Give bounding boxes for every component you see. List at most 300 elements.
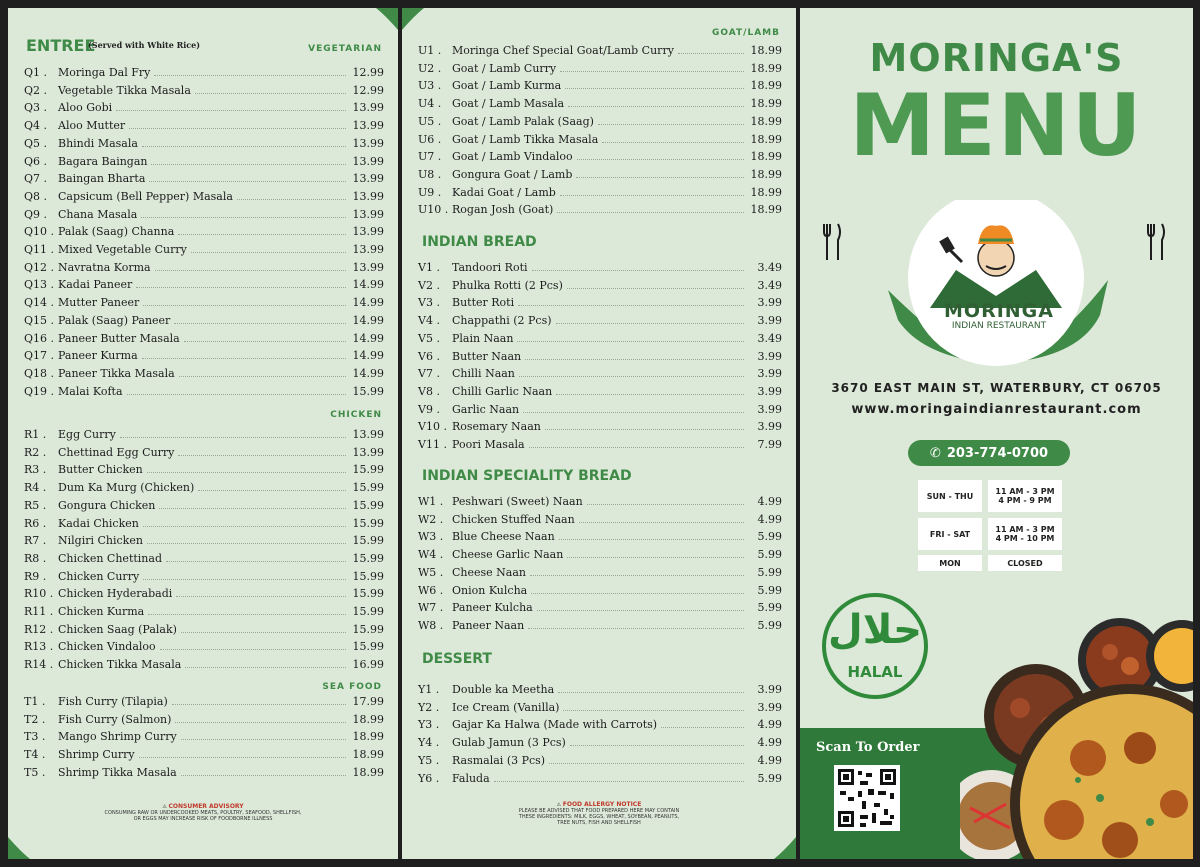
item-name: Paneer Kulcha xyxy=(452,601,533,615)
fork-knife-icon xyxy=(1146,222,1168,262)
item-price: 3.49 xyxy=(757,278,782,292)
menu-item-row xyxy=(24,637,384,653)
item-code: T3 . xyxy=(24,730,46,744)
dot-leader xyxy=(577,159,744,160)
item-price: 15.99 xyxy=(352,622,384,636)
item-price: 18.99 xyxy=(352,730,384,744)
item-code: W5 . xyxy=(418,565,444,579)
item-name: Poori Masala xyxy=(452,438,525,451)
dot-leader xyxy=(139,757,346,758)
menu-item-row xyxy=(418,59,782,75)
item-name: Shrimp Tikka Masala xyxy=(58,765,177,779)
item-name: Gongura Goat / Lamb xyxy=(452,167,573,181)
menu-item-row xyxy=(418,598,782,614)
item-code: Y1 . xyxy=(418,683,440,696)
item-price: 5.99 xyxy=(757,530,782,544)
item-price: 4.99 xyxy=(757,718,782,732)
item-price: 15.99 xyxy=(352,640,384,654)
item-name: Chicken Stuffed Naan xyxy=(452,512,575,526)
item-price: 13.99 xyxy=(352,172,384,186)
dot-leader xyxy=(175,722,346,723)
menu-item-row xyxy=(418,417,782,433)
corner-leaf-icon xyxy=(376,8,398,30)
dot-leader xyxy=(185,667,346,668)
item-code: Q17 . xyxy=(24,349,55,363)
item-name: Fish Curry (Tilapia) xyxy=(58,695,168,708)
item-name: Butter Naan xyxy=(452,349,522,363)
item-code: V2 . xyxy=(418,278,440,292)
item-price: 5.99 xyxy=(757,565,782,579)
item-price: 7.99 xyxy=(757,438,782,451)
item-name: Paneer Kurma xyxy=(58,349,138,363)
dot-leader xyxy=(184,341,346,342)
qr-code[interactable] xyxy=(834,765,900,831)
item-code: Q4 . xyxy=(24,119,48,133)
item-code: V7 . xyxy=(418,367,440,381)
menu-item-row xyxy=(418,680,782,696)
item-name: Double ka Meetha xyxy=(452,683,555,696)
item-price: 14.99 xyxy=(352,349,384,363)
dot-leader xyxy=(530,575,744,576)
menu-item-row xyxy=(418,769,782,785)
item-code: R9 . xyxy=(24,569,47,583)
menu-item-row xyxy=(24,293,384,309)
menu-item-row xyxy=(24,311,384,327)
hours-closed: CLOSED xyxy=(988,555,1062,571)
menu-item-row xyxy=(24,460,384,476)
item-name: Chappathi (2 Pcs) xyxy=(452,314,552,328)
dot-leader xyxy=(529,447,744,448)
item-name: Capsicum (Bell Pepper) Masala xyxy=(58,189,233,203)
dot-leader xyxy=(166,561,346,562)
item-price: 13.99 xyxy=(352,243,384,256)
item-code: V9 . xyxy=(418,402,440,416)
hours-days: SUN - THU xyxy=(918,480,982,512)
halal-badge xyxy=(822,593,928,699)
allergy-line: TREE NUTS, FISH AND SHELLFISH xyxy=(557,820,641,826)
item-code: Y4 . xyxy=(418,736,440,750)
dot-leader xyxy=(579,522,744,523)
dot-leader xyxy=(558,692,744,693)
item-name: Ice Cream (Vanilla) xyxy=(452,700,560,714)
menu-item-row xyxy=(24,134,384,150)
item-price: 3.49 xyxy=(757,331,782,345)
menu-item-row xyxy=(418,258,782,274)
item-price: 13.99 xyxy=(352,260,384,274)
menu-item-row xyxy=(418,510,782,526)
speciality-bread-title: INDIAN SPECIALITY BREAD xyxy=(422,468,632,484)
item-code: U2 . xyxy=(418,61,442,75)
corner-leaf-icon xyxy=(402,8,424,30)
item-name: Malai Kofta xyxy=(58,384,123,398)
dot-leader xyxy=(174,323,346,324)
dot-leader xyxy=(576,177,744,178)
entree-title: ENTREE xyxy=(26,36,96,55)
dot-leader xyxy=(154,75,346,76)
item-price: 14.99 xyxy=(352,313,384,327)
warning-icon: ⚠ xyxy=(556,802,562,808)
item-code: U7 . xyxy=(418,150,442,164)
menu-item-row xyxy=(24,425,384,441)
menu-item-row xyxy=(24,382,384,398)
item-code: U6 . xyxy=(418,132,442,146)
menu-item-row xyxy=(24,81,384,97)
item-name: Navratna Korma xyxy=(58,260,151,274)
item-name: Rogan Josh (Goat) xyxy=(452,203,554,217)
item-price: 18.99 xyxy=(750,61,782,75)
food-illustration xyxy=(960,608,1193,859)
hours-time: 11 AM - 3 PM 4 PM - 9 PM xyxy=(988,480,1062,512)
item-name: Chicken Saag (Palak) xyxy=(58,622,177,636)
item-code: V1 . xyxy=(418,261,440,274)
item-price: 18.99 xyxy=(750,203,782,217)
item-name: Goat / Lamb Vindaloo xyxy=(452,150,573,164)
item-name: Nilgiri Chicken xyxy=(58,534,143,548)
item-price: 15.99 xyxy=(352,463,384,477)
menu-item-row xyxy=(418,165,782,181)
menu-item-row xyxy=(24,710,384,726)
item-name: Chicken Chettinad xyxy=(58,551,162,565)
dot-leader xyxy=(178,455,346,456)
phone-icon: ✆ xyxy=(929,445,941,461)
item-name: Cheese Garlic Naan xyxy=(452,548,564,562)
item-name: Chettinad Egg Curry xyxy=(58,445,175,459)
dot-leader xyxy=(142,358,346,359)
item-price: 13.99 xyxy=(352,154,384,168)
dot-leader xyxy=(559,539,744,540)
menu-item-row xyxy=(418,147,782,163)
item-name: Chicken Kurma xyxy=(58,605,145,618)
menu-item-row xyxy=(418,751,782,767)
scan-to-order-label: Scan To Order xyxy=(816,740,920,755)
dot-leader xyxy=(602,142,744,143)
halal-label: HALAL xyxy=(847,663,903,681)
menu-item-row xyxy=(24,620,384,636)
menu-item-row xyxy=(24,692,384,708)
cover-panel xyxy=(800,8,1193,859)
item-name: Aloo Mutter xyxy=(58,119,126,133)
address: 3670 EAST MAIN ST, WATERBURY, CT 06705 xyxy=(831,381,1162,395)
dot-leader xyxy=(517,341,744,342)
food-allergy-notice xyxy=(492,802,706,826)
menu-item-row xyxy=(418,293,782,309)
menu-item-row xyxy=(24,531,384,547)
item-name: Rasmalai (3 Pcs) xyxy=(452,753,546,767)
dot-leader xyxy=(661,727,744,728)
vegetarian-label: VEGETARIAN xyxy=(308,44,382,54)
item-price: 3.99 xyxy=(757,314,782,328)
item-code: Q19 . xyxy=(24,384,55,398)
menu-item-row xyxy=(418,733,782,749)
dot-leader xyxy=(143,305,346,306)
item-code: Y3 . xyxy=(418,718,440,732)
item-name: Paneer Butter Masala xyxy=(58,331,180,345)
item-name: Blue Cheese Naan xyxy=(452,530,555,544)
menu-item-row xyxy=(24,169,384,185)
item-name: Baingan Bharta xyxy=(58,172,146,186)
dot-leader xyxy=(525,359,744,360)
item-code: Q11 . xyxy=(24,243,55,256)
allergy-line: PLEASE BE ADVISED THAT FOOD PREPARED HERE MAY CONTAIN xyxy=(518,808,680,814)
item-name: Chicken Tikka Masala xyxy=(58,658,182,672)
menu-item-row xyxy=(418,527,782,543)
item-price: 3.99 xyxy=(757,367,782,381)
dot-leader xyxy=(549,763,744,764)
item-name: Goat / Lamb Palak (Saag) xyxy=(452,114,594,128)
dot-leader xyxy=(557,212,744,213)
warning-icon: ⚠ xyxy=(162,804,167,810)
fork-knife-icon xyxy=(822,222,844,262)
dot-leader xyxy=(565,88,744,89)
menu-item-row xyxy=(418,41,782,57)
dot-leader xyxy=(181,739,346,740)
menu-item-row xyxy=(418,329,782,345)
menu-item-row xyxy=(418,130,782,146)
item-price: 13.99 xyxy=(352,225,384,239)
item-name: Tandoori Roti xyxy=(452,261,528,274)
item-code: U5 . xyxy=(418,114,442,128)
item-code: V8 . xyxy=(418,384,440,398)
item-name: Mango Shrimp Curry xyxy=(58,730,177,744)
menu-title-small: MORINGA'S xyxy=(869,36,1124,80)
item-price: 3.99 xyxy=(757,420,782,434)
allergy-line: THESE INGREDIENTS: MILK, EGGS, WHEAT, SOYBEAN, PEANUTS, xyxy=(518,814,680,820)
item-price: 3.99 xyxy=(757,700,782,714)
item-price: 3.99 xyxy=(757,683,782,696)
menu-item-row xyxy=(24,222,384,238)
menu-item-row xyxy=(24,364,384,380)
dot-leader xyxy=(141,217,346,218)
dot-leader xyxy=(179,376,346,377)
item-code: U3 . xyxy=(418,79,442,93)
item-price: 15.99 xyxy=(352,569,384,583)
menu-panel-goat-bread xyxy=(402,8,796,859)
menu-item-row xyxy=(418,311,782,327)
item-price: 15.99 xyxy=(352,384,384,398)
menu-item-row xyxy=(24,514,384,530)
item-name: Aloo Gobi xyxy=(58,101,113,115)
item-code: W2 . xyxy=(418,512,444,526)
item-name: Garlic Naan xyxy=(452,402,520,416)
item-name: Chicken Hyderabadi xyxy=(58,587,173,601)
item-code: Y5 . xyxy=(418,753,440,767)
item-code: T2 . xyxy=(24,712,46,726)
item-price: 18.99 xyxy=(750,185,782,199)
item-name: Goat / Lamb Tikka Masala xyxy=(452,132,599,146)
dot-leader xyxy=(545,429,744,430)
item-code: Y6 . xyxy=(418,771,440,785)
dot-leader xyxy=(143,579,346,580)
menu-item-row xyxy=(418,715,782,731)
dot-leader xyxy=(528,628,744,629)
item-code: V4 . xyxy=(418,314,440,328)
item-price: 13.99 xyxy=(352,445,384,459)
item-code: T4 . xyxy=(24,748,46,762)
menu-item-row xyxy=(418,581,782,597)
menu-item-row xyxy=(24,187,384,203)
item-name: Egg Curry xyxy=(58,428,116,441)
menu-item-row xyxy=(418,545,782,561)
dot-leader xyxy=(151,164,346,165)
seafood-label: SEA FOOD xyxy=(322,682,382,692)
item-name: Mixed Vegetable Curry xyxy=(58,243,187,256)
item-code: Q1 . xyxy=(24,66,48,79)
menu-item-row xyxy=(24,63,384,79)
item-code: R4 . xyxy=(24,481,47,495)
menu-item-row xyxy=(418,698,782,714)
item-price: 18.99 xyxy=(352,748,384,762)
menu-item-row xyxy=(24,745,384,761)
item-name: Paneer Naan xyxy=(452,618,525,632)
item-code: U4 . xyxy=(418,97,442,111)
dot-leader xyxy=(155,270,346,271)
item-code: Q13 . xyxy=(24,278,55,292)
item-price: 5.99 xyxy=(757,601,782,615)
item-code: Q2 . xyxy=(24,83,48,97)
dot-leader xyxy=(563,710,744,711)
item-name: Bhindi Masala xyxy=(58,136,138,150)
menu-item-row xyxy=(418,200,782,216)
item-name: Goat / Lamb Kurma xyxy=(452,79,562,93)
dot-leader xyxy=(560,195,744,196)
menu-item-row xyxy=(24,240,384,256)
item-code: Y2 . xyxy=(418,700,440,714)
item-code: R2 . xyxy=(24,445,47,459)
dot-leader xyxy=(567,557,744,558)
item-name: Chilli Garlic Naan xyxy=(452,384,553,398)
menu-item-row xyxy=(24,496,384,512)
item-code: R13 . xyxy=(24,640,54,654)
hours-days: MON xyxy=(918,555,982,571)
menu-panel-entree xyxy=(8,8,398,859)
logo-subtitle: INDIAN RESTAURANT xyxy=(951,321,1047,331)
dot-leader xyxy=(181,775,346,776)
item-name: Chilli Naan xyxy=(452,367,515,381)
item-code: T5 . xyxy=(24,765,46,779)
item-code: U1 . xyxy=(418,44,442,57)
item-name: Palak (Saag) Channa xyxy=(58,225,175,239)
goat-lamb-label: GOAT/LAMB xyxy=(711,28,780,38)
item-price: 13.99 xyxy=(352,136,384,150)
item-code: Q16 . xyxy=(24,331,55,345)
consumer-advisory xyxy=(88,804,318,822)
item-price: 13.99 xyxy=(352,101,384,115)
dot-leader xyxy=(587,504,744,505)
menu-item-row xyxy=(418,112,782,128)
dot-leader xyxy=(120,437,346,438)
dot-leader xyxy=(159,508,346,509)
menu-item-row xyxy=(24,584,384,600)
website-link[interactable]: www.moringaindianrestaurant.com xyxy=(851,402,1142,417)
item-code: V5 . xyxy=(418,331,440,345)
dot-leader xyxy=(531,593,744,594)
dot-leader xyxy=(127,394,346,395)
item-code: U8 . xyxy=(418,167,442,181)
item-name: Shrimp Curry xyxy=(58,748,135,762)
item-name: Gongura Chicken xyxy=(58,498,156,512)
item-code: R11 . xyxy=(24,605,54,618)
item-code: Q5 . xyxy=(24,136,48,150)
item-code: U9 . xyxy=(418,185,442,199)
dot-leader xyxy=(191,252,346,253)
dot-leader xyxy=(237,199,346,200)
item-code: R1 . xyxy=(24,428,47,441)
item-price: 3.99 xyxy=(757,296,782,310)
item-name: Butter Roti xyxy=(452,296,515,310)
menu-item-row xyxy=(24,727,384,743)
menu-item-row xyxy=(418,400,782,416)
dot-leader xyxy=(178,234,346,235)
item-code: R5 . xyxy=(24,498,47,512)
item-code: R6 . xyxy=(24,516,47,530)
item-name: Gajar Ka Halwa (Made with Carrots) xyxy=(452,718,658,732)
item-price: 13.99 xyxy=(352,189,384,203)
menu-item-row xyxy=(418,563,782,579)
dot-leader xyxy=(195,93,346,94)
item-code: Q18 . xyxy=(24,366,55,380)
advisory-title: CONSUMER ADVISORY xyxy=(168,803,244,810)
item-code: V11 . xyxy=(418,438,447,451)
dot-leader xyxy=(147,472,346,473)
item-code: Q3 . xyxy=(24,101,48,115)
phone-number[interactable] xyxy=(908,440,1070,466)
item-code: W1 . xyxy=(418,495,444,508)
item-code: R10 . xyxy=(24,587,54,601)
item-code: T1 . xyxy=(24,695,46,708)
menu-title-big: MENU xyxy=(849,76,1144,176)
dot-leader xyxy=(136,287,346,288)
halal-arabic: حلال xyxy=(828,607,922,653)
dot-leader xyxy=(556,323,744,324)
item-price: 5.99 xyxy=(757,771,782,785)
item-price: 18.99 xyxy=(750,44,782,57)
menu-item-row xyxy=(418,382,782,398)
item-name: Goat / Lamb Curry xyxy=(452,61,557,75)
item-code: R3 . xyxy=(24,463,47,477)
item-code: Q12 . xyxy=(24,260,55,274)
item-name: Cheese Naan xyxy=(452,565,526,579)
item-code: Q14 . xyxy=(24,296,55,310)
item-name: Moringa Dal Fry xyxy=(58,66,151,79)
item-code: Q6 . xyxy=(24,154,48,168)
item-price: 3.49 xyxy=(757,261,782,274)
menu-item-row xyxy=(418,616,782,632)
item-name: Fish Curry (Salmon) xyxy=(58,712,172,726)
item-name: Mutter Paneer xyxy=(58,296,140,310)
item-code: V3 . xyxy=(418,296,440,310)
item-price: 18.99 xyxy=(750,97,782,111)
menu-item-row xyxy=(24,443,384,459)
dot-leader xyxy=(560,71,744,72)
menu-item-row xyxy=(418,183,782,199)
item-price: 18.99 xyxy=(352,712,384,726)
dessert-title: DESSERT xyxy=(422,651,492,667)
item-name: Peshwari (Sweet) Naan xyxy=(452,495,583,508)
item-name: Gulab Jamun (3 Pcs) xyxy=(452,736,566,750)
item-price: 18.99 xyxy=(750,150,782,164)
corner-leaf-icon xyxy=(774,837,796,859)
item-price: 14.99 xyxy=(352,331,384,345)
menu-item-row xyxy=(24,478,384,494)
menu-item-row xyxy=(24,275,384,291)
item-price: 15.99 xyxy=(352,498,384,512)
item-name: Kadai Paneer xyxy=(58,278,133,292)
menu-item-row xyxy=(24,602,384,618)
item-code: W7 . xyxy=(418,601,444,615)
menu-item-row xyxy=(24,763,384,779)
dot-leader xyxy=(494,781,744,782)
item-name: Faluda xyxy=(452,771,490,785)
